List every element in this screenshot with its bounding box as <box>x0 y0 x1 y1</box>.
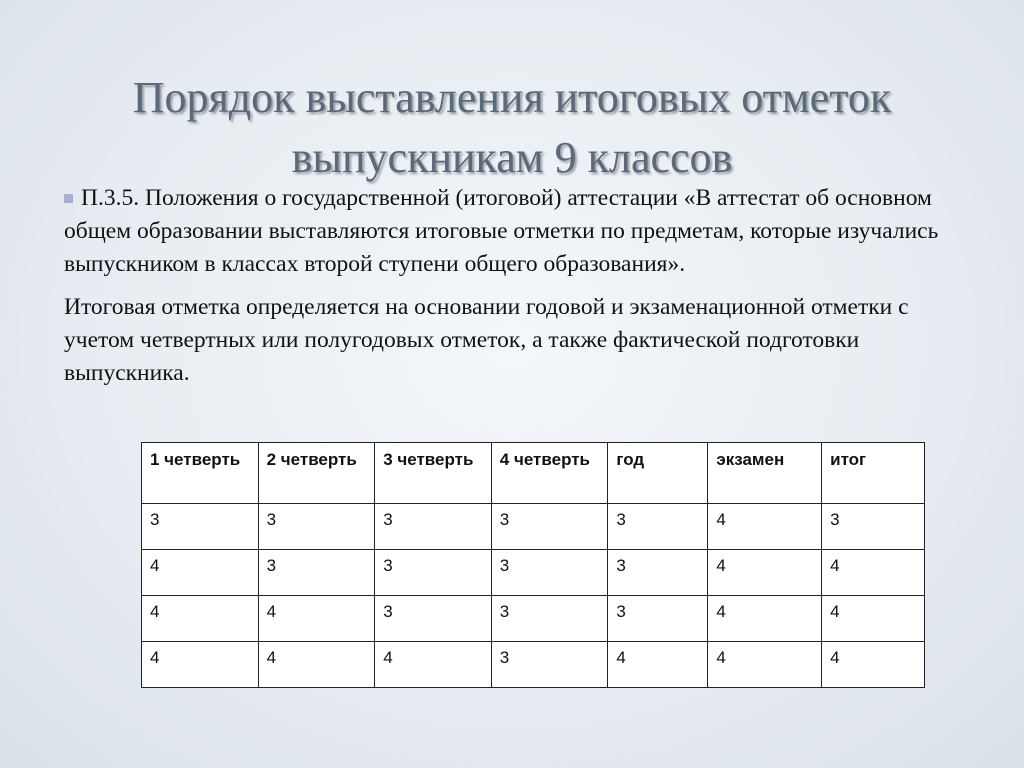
table-cell: 3 <box>258 504 375 550</box>
paragraph-regulation-text: П.3.5. Положения о государственной (итоговой) аттестации «В аттестат об основном общем образовании выставляются итоговые отметки по предметам, которые изучались выпускником в классах второй ступени общего образования». <box>64 185 939 277</box>
slide-title <box>40 68 984 188</box>
table-row <box>142 596 925 642</box>
table-cell: 3 <box>491 550 608 596</box>
header-cell: 1 четверть <box>142 443 259 504</box>
table-cell: 4 <box>708 504 822 550</box>
table-cell: 4 <box>142 642 259 688</box>
title-line-2: выпускникам 9 классов <box>291 133 733 182</box>
table-cell: 3 <box>608 504 708 550</box>
table-cell: 4 <box>142 596 259 642</box>
table-cell: 3 <box>491 642 608 688</box>
header-cell: год <box>608 443 708 504</box>
table-cell: 4 <box>708 550 822 596</box>
table-cell: 4 <box>258 642 375 688</box>
table-cell: 4 <box>708 596 822 642</box>
table-cell: 4 <box>822 642 925 688</box>
header-cell: 3 четверть <box>375 443 492 504</box>
table-cell: 3 <box>375 504 492 550</box>
table-cell: 3 <box>491 596 608 642</box>
table-cell: 3 <box>608 596 708 642</box>
table-cell: 3 <box>375 596 492 642</box>
paragraph-regulation <box>64 182 974 281</box>
table-cell: 4 <box>822 550 925 596</box>
table-row <box>142 550 925 596</box>
header-cell: 2 четверть <box>258 443 375 504</box>
table-cell: 3 <box>375 550 492 596</box>
slide-body <box>64 182 974 400</box>
table-cell: 3 <box>822 504 925 550</box>
header-cell: экзамен <box>708 443 822 504</box>
table-row <box>142 504 925 550</box>
title-line-1: Порядок выставления итоговых отметок <box>132 73 892 122</box>
square-bullet-icon <box>64 194 73 203</box>
table-cell: 3 <box>491 504 608 550</box>
table-header-row <box>142 443 925 504</box>
table-cell: 4 <box>375 642 492 688</box>
header-cell: 4 четверть <box>491 443 608 504</box>
table-cell: 4 <box>258 596 375 642</box>
table-cell: 3 <box>258 550 375 596</box>
table-cell: 4 <box>708 642 822 688</box>
table-cell: 3 <box>142 504 259 550</box>
header-cell: итог <box>822 443 925 504</box>
table-cell: 4 <box>608 642 708 688</box>
grades-table <box>141 442 925 688</box>
table-cell: 4 <box>822 596 925 642</box>
table-cell: 4 <box>142 550 259 596</box>
table-cell: 3 <box>608 550 708 596</box>
table-row <box>142 642 925 688</box>
paragraph-explanation: Итоговая отметка определяется на основании годовой и экзаменационной отметки с учетом четвертных или полугодовых отметок, а также фактической подготовки выпускника. <box>64 294 909 386</box>
